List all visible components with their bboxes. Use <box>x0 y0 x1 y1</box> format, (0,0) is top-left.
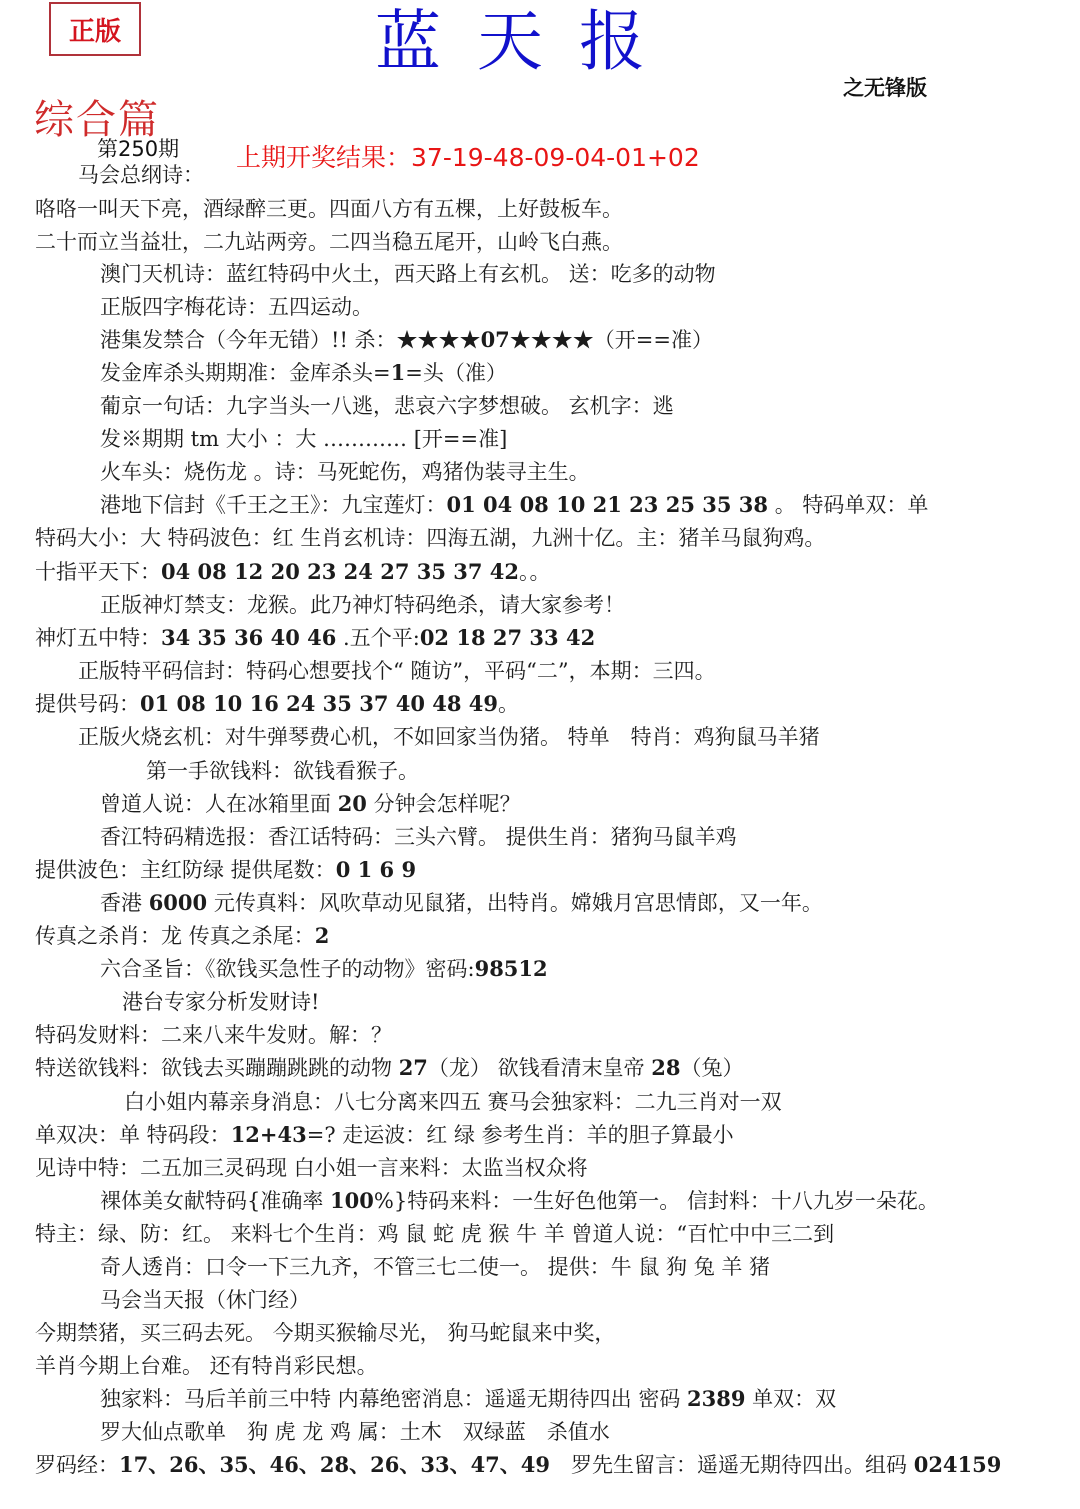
number-text: 17、26、35、46、28、26、33、47、49 <box>119 1452 551 1477</box>
article-line: 特码发财料：二来八来牛发财。解：？ <box>35 1023 392 1047</box>
last-draw-numbers: 37-19-48-09-04-01+02 <box>411 143 700 172</box>
article-line: 港地下信封《千王之王》：九宝莲灯：01 04 08 10 21 23 25 35 38 。 特码单双：单 <box>100 492 929 517</box>
article-line: 二十而立当益壮，二九站两旁。二四当稳五尾开，山岭飞白燕。 <box>35 230 623 254</box>
article-line: 马会总纲诗： <box>78 163 204 187</box>
article-line: 罗码经：17、26、35、46、28、26、33、47、49 罗先生留言：遥遥无期待四出。组码 024159 <box>35 1452 1002 1477</box>
number-text: 2 <box>314 923 330 948</box>
number-text: 98512 <box>474 956 548 981</box>
number-text: 27 <box>398 1055 428 1080</box>
article-line: 见诗中特：二五加三灵码现 白小姐一言来料：太监当权众将 <box>35 1156 588 1180</box>
article-line: 马会当天报（休门经） <box>100 1288 310 1312</box>
number-text: 28 <box>651 1055 681 1080</box>
article-line: 罗大仙点歌单 狗 虎 龙 鸡 属：土木 双绿蓝 杀值水 <box>100 1420 610 1444</box>
article-line: 港集发禁合（今年无错）!! 杀：★★★★07★★★★（开==准） <box>100 327 713 352</box>
article-line: 裸体美女献特码{准确率 100%}特码来料：一生好色他第一。 信封料：十八九岁一朵花。 <box>100 1188 939 1213</box>
article-line: 单双决：单 特码段：12+43=? 走运波：红 绿 参考生肖：羊的胆子算最小 <box>35 1122 734 1147</box>
number-text: 024159 <box>913 1452 1002 1477</box>
number-text: 34 35 36 40 46 <box>161 625 337 650</box>
article-line: 今期禁猪，买三码去死。 今期买猴输尽光， 狗马蛇鼠来中奖， <box>35 1321 616 1345</box>
article-line: 特码大小：大 特码波色：红 生肖玄机诗：四海五湖，九洲十亿。主：猪羊马鼠狗鸡。 <box>35 526 826 550</box>
article-line: 特主：绿、防：红。 来料七个生肖：鸡 鼠 蛇 虎 猴 牛 羊 曾道人说：“百忙中中三二到 <box>35 1222 835 1246</box>
number-text: 07 <box>480 327 510 352</box>
article-line: 港台专家分析发财诗! <box>122 990 320 1014</box>
number-text: 20 <box>337 791 367 816</box>
article-line: 白小姐内幕亲身消息：八七分离来四五 赛马会独家料：二九三肖对一双 <box>124 1090 782 1114</box>
number-text: 2389 <box>687 1386 746 1411</box>
article-line: 曾道人说：人在冰箱里面 20 分钟会怎样呢？ <box>100 791 521 816</box>
article-line: 咯咯一叫天下亮，酒绿醉三更。四面八方有五棵，上好鼓板车。 <box>35 197 623 221</box>
article-line: 发※期期 tm 大小 ：大 ………… [开==准] <box>100 427 508 451</box>
article-line: 羊肖今期上台难。 还有特肖彩民想。 <box>35 1354 378 1378</box>
authentic-badge: 正版 <box>49 2 141 56</box>
issue-number: 第250期 <box>97 137 180 161</box>
article-line: 传真之杀肖：龙 传真之杀尾：2 <box>35 923 330 948</box>
section-title: 综合篇 <box>34 97 160 143</box>
article-line: 香江特码精选报：香江话特码：三头六臂。 提供生肖：猪狗马鼠羊鸡 <box>100 825 737 849</box>
article-line: 正版特平码信封：特码心想要找个“ 随访”，平码“二”，本期：三四。 <box>78 659 716 683</box>
article-line: 香港 6000 元传真料：风吹草动见鼠猪，出特肖。嫦娥月宫思情郎，又一年。 <box>100 890 823 915</box>
article-line: 提供波色：主红防绿 提供尾数：0 1 6 9 <box>35 857 417 882</box>
last-draw-result <box>236 138 700 174</box>
article-line: 澳门天机诗：蓝红特码中火土，西天路上有玄机。 送：吃多的动物 <box>100 262 716 286</box>
article-line: 六合圣旨：《欲钱买急性子的动物》密码:98512 <box>100 956 548 981</box>
article-line: 特送欲钱料：欲钱去买蹦蹦跳跳的动物 27（龙） 欲钱看清末皇帝 28（兔） <box>35 1055 744 1080</box>
article-line: 正版神灯禁支：龙猴。此乃神灯特码绝杀，请大家参考！ <box>100 593 625 617</box>
number-text: 01 04 08 10 21 23 25 35 38 <box>446 492 769 517</box>
article-line: 正版四字梅花诗：五四运动。 <box>100 295 373 319</box>
article-line: 独家料：马后羊前三中特 内幕绝密消息：遥遥无期待四出 密码 2389 单双：双 <box>100 1386 837 1411</box>
article-line: 发金库杀头期期准：金库杀头=1=头（准） <box>100 360 507 385</box>
article-line: 第一手欲钱料：欲钱看猴子。 <box>146 759 419 783</box>
article-line: 葡京一句话：九字当头一八逃，悲哀六字梦想破。 玄机字：逃 <box>100 394 674 418</box>
article-line: 神灯五中特：34 35 36 40 46 .五个平:02 18 27 33 42 <box>35 625 596 650</box>
number-text: 0 1 6 9 <box>335 857 417 882</box>
article-line: 正版火烧玄机：对牛弹琴费心机，不如回家当伪猪。 特单 特肖：鸡狗鼠马羊猪 <box>78 725 820 749</box>
number-text: 6000 <box>148 890 208 915</box>
number-text: 100 <box>330 1188 374 1213</box>
number-text: 12+43 <box>230 1122 307 1147</box>
number-text: 01 08 10 16 24 35 37 40 48 49 <box>140 691 499 716</box>
number-text: 1 <box>390 360 406 385</box>
article-line: 十指平天下：04 08 12 20 23 24 27 35 37 42。。 <box>35 559 551 584</box>
number-text: 02 18 27 33 42 <box>419 625 596 650</box>
edition-label: 之无锋版 <box>843 76 927 100</box>
last-draw-label: 上期开奖结果： <box>236 143 412 172</box>
number-text: 04 08 12 20 23 24 27 35 37 42 <box>161 559 520 584</box>
masthead-title: 蓝天报 <box>375 3 681 80</box>
article-line: 奇人透肖：口令一下三九齐，不管三七二使一。 提供：牛 鼠 狗 兔 羊 猪 <box>100 1255 771 1279</box>
article-line: 火车头：烧伤龙 。诗：马死蛇伤，鸡猪伪装寻主生。 <box>100 460 590 484</box>
article-line: 提供号码：01 08 10 16 24 35 37 40 48 49。 <box>35 691 520 716</box>
